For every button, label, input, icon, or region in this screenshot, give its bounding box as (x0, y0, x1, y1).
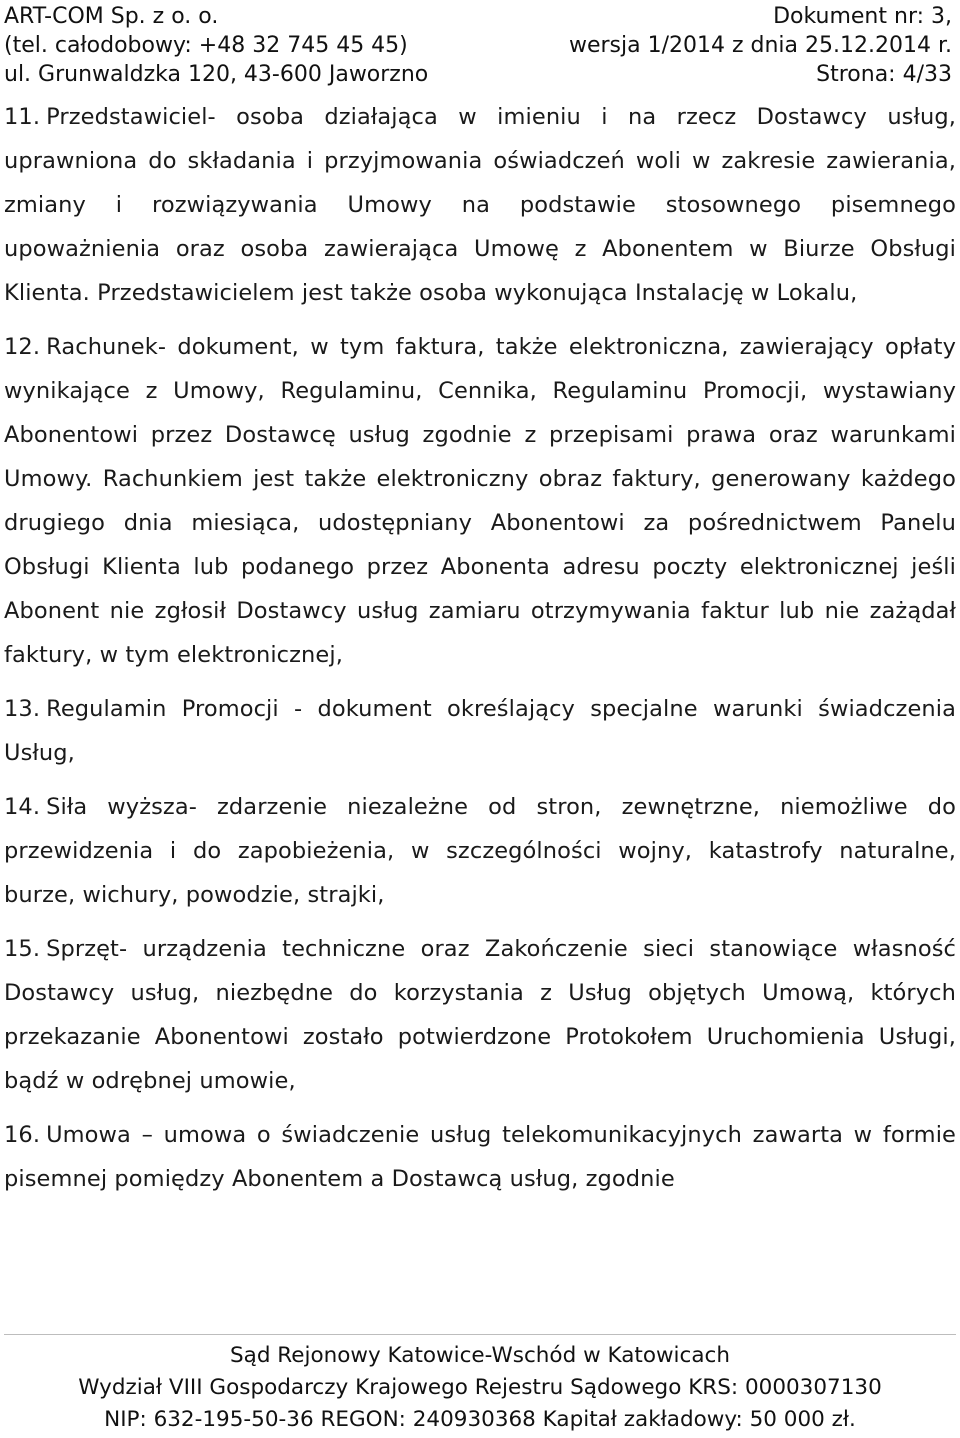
definition-item (4, 687, 956, 775)
page-footer (0, 1340, 960, 1436)
company-address: ul. Grunwaldzka 120, 43-600 Jaworzno (4, 62, 429, 87)
footer-tax-info: NIP: 632-195-50-36 REGON: 240930368 Kapitał zakładowy: 50 000 zł. (104, 1407, 856, 1432)
header-row-2 (4, 31, 952, 60)
definition-text: Rachunek- dokument, w tym faktura, także elektroniczna, zawierający opłaty wynikające z Umowy, Regulaminu, Cennika, Regulaminu Promocji, wystawiany Abonentowi przez Dostawcę usług zgodnie z przepisami prawa oraz warunkami Umowy. Rachunkiem jest także elektroniczny obraz faktury, generowany każdego drugiego dnia miesiąca, udostępniany Abonentowi za pośrednictwem Panelu Obsługi Klienta lub podanego przez Abonenta adresu poczty elektronicznej jeśli Abonent nie zgłosił Dostawcy usług zamiaru otrzymywania faktur lub nie zażądał faktury, w tym elektronicznej, (4, 334, 956, 668)
footer-court: Sąd Rejonowy Katowice-Wschód w Katowicach (230, 1343, 730, 1368)
definition-item (4, 95, 956, 315)
company-name: ART-COM Sp. z o. o. (4, 4, 219, 29)
definition-number: 14. (4, 794, 41, 820)
definition-text: Siła wyższa- zdarzenie niezależne od stron, zewnętrzne, niemożliwe do przewidzenia i do zapobieżenia, w szczególności wojny, katastrofy naturalne, burze, wichury, powodzie, strajki, (4, 794, 956, 908)
definition-item (4, 325, 956, 677)
definition-number: 11. (4, 104, 41, 130)
definition-text: Przedstawiciel- osoba działająca w imieniu i na rzecz Dostawcy usług, uprawniona do składania i przyjmowania oświadczeń woli w zakresie zawierania, zmiany i rozwiązywania Umowy na podstawie stosownego pisemnego upoważnienia oraz osoba zawierająca Umowę z Abonentem w Biurze Obsługi Klienta. Przedstawicielem jest także osoba wykonująca Instalację w Lokalu, (4, 104, 956, 306)
page-header (4, 2, 952, 89)
document-number: Dokument nr: 3, (773, 4, 952, 29)
definition-item (4, 785, 956, 917)
definition-number: 12. (4, 334, 41, 360)
definition-item (4, 927, 956, 1103)
definition-number: 16. (4, 1122, 41, 1148)
definition-text: Umowa – umowa o świadczenie usług telekomunikacyjnych zawarta w formie pisemnej pomiędzy Abonentem a Dostawcą usług, zgodnie (4, 1122, 956, 1192)
definition-number: 15. (4, 936, 41, 962)
definitions-list (4, 95, 956, 1211)
definition-text: Regulamin Promocji - dokument określający specjalne warunki świadczenia Usług, (4, 696, 956, 766)
company-phone: (tel. całodobowy: +48 32 745 45 45) (4, 33, 408, 58)
footer-divider (4, 1334, 956, 1335)
header-row-1 (4, 2, 952, 31)
header-row-3 (4, 60, 952, 89)
definition-text: Sprzęt- urządzenia techniczne oraz Zakończenie sieci stanowiące własność Dostawcy usług, niezbędne do korzystania z Usług objętych Umową, których przekazanie Abonentowi zostało potwierdzone Protokołem Uruchomienia Usługi, bądź w odrębnej umowie, (4, 936, 956, 1094)
definition-number: 13. (4, 696, 41, 722)
footer-registry: Wydział VIII Gospodarczy Krajowego Rejestru Sądowego KRS: 0000307130 (78, 1375, 882, 1400)
document-version: wersja 1/2014 z dnia 25.12.2014 r. (568, 33, 952, 58)
page-number: Strona: 4/33 (816, 62, 952, 87)
definition-item (4, 1113, 956, 1201)
